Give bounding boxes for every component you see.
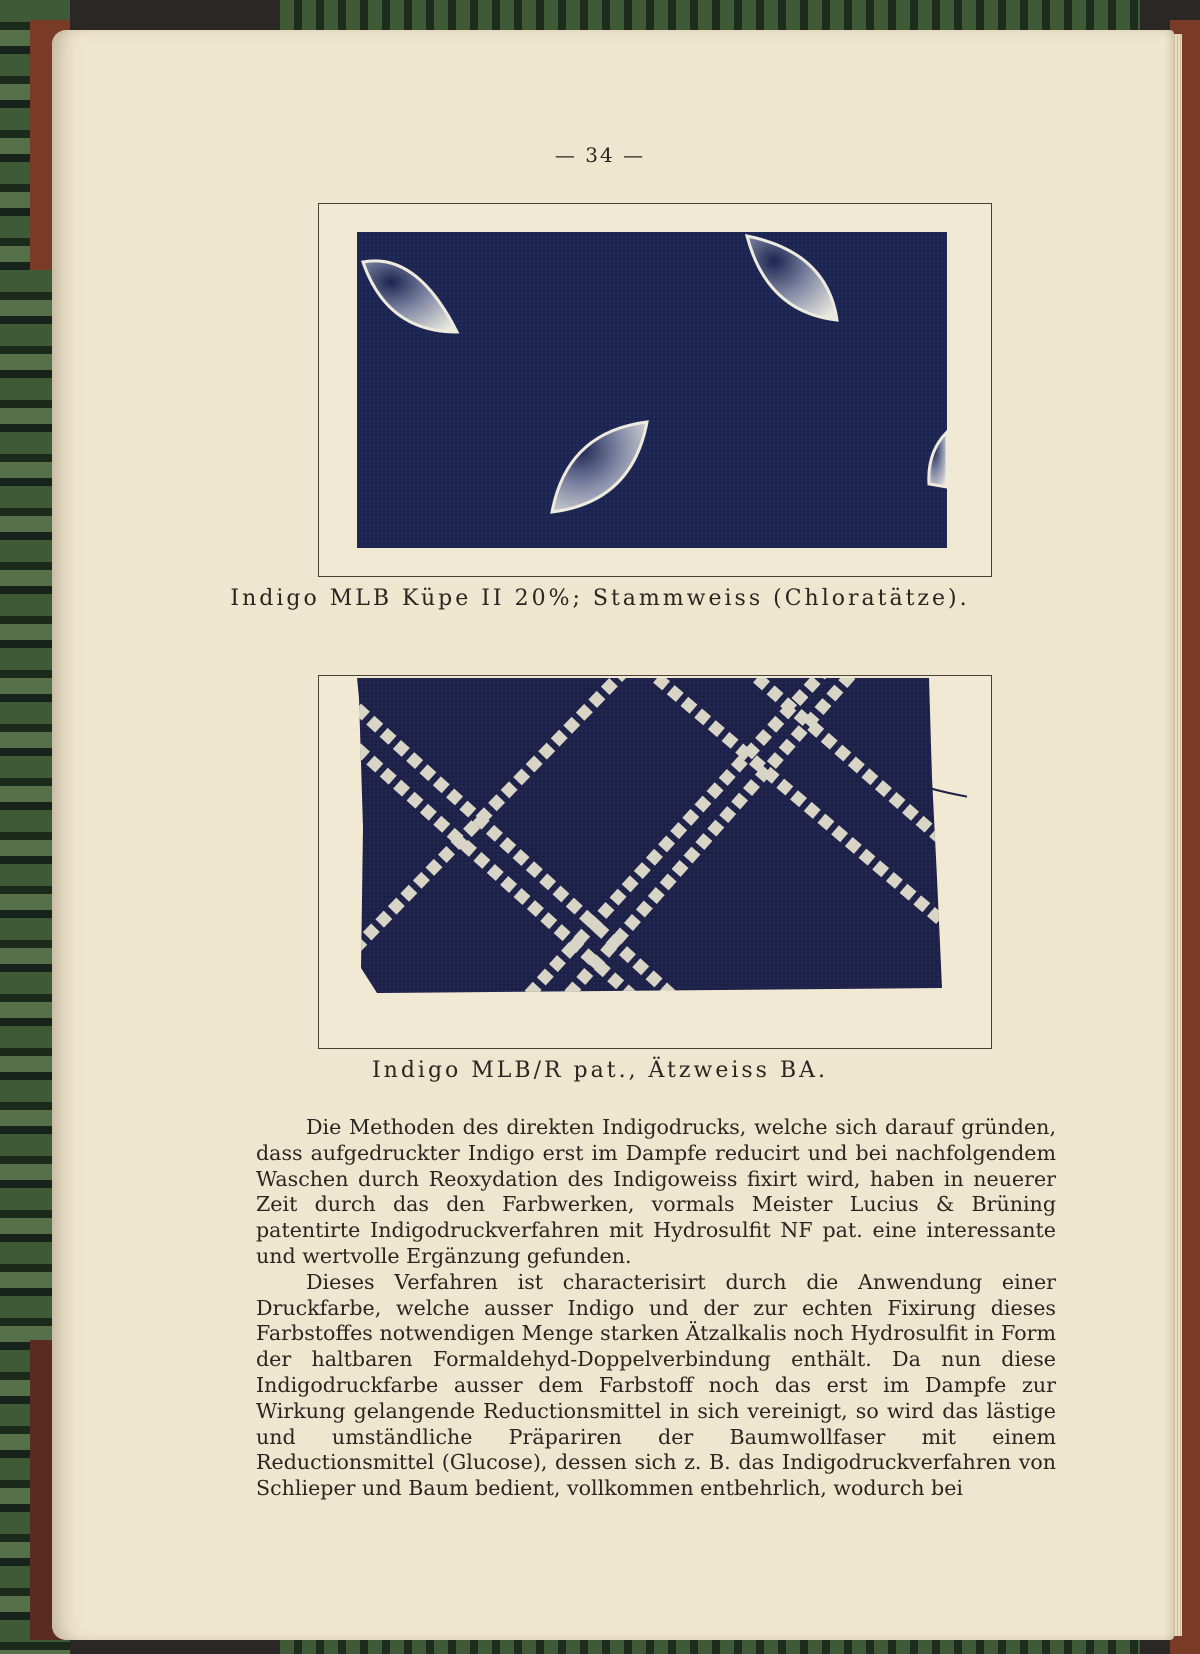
- paragraph: Die Methoden des direkten Indigodrucks, welche sich darauf gründen, dass aufgedruckter Indigo erst im Dampfe reducirt und bei nachfolgendem Waschen durch Reoxydation des Indigoweiss fixirt wird, haben in neuerer Zeit durch das den Farbwerken, vormals Meister Lucius & Brüning patentirte Indigodruckverfahren mit Hydrosulfit NF pat. eine interessante und wertvolle Ergänzung gefunden.: [256, 1115, 1056, 1268]
- plate-1-caption: Indigo MLB Küpe II 20%; Stammweiss (Chloratätze).: [230, 586, 970, 611]
- fabric-sample-leaf-pattern: [357, 232, 947, 548]
- book-cover-top: [280, 0, 1140, 30]
- fabric-sample-plate-2: [318, 675, 992, 1049]
- body-text: [256, 1115, 1056, 1502]
- fabric-sample-plate-1: [318, 203, 992, 577]
- page-number: — 34 —: [554, 143, 646, 167]
- plate-2-caption: Indigo MLB/R pat., Ätzweiss BA.: [371, 1058, 829, 1083]
- paragraph: Dieses Verfahren ist characterisirt durch die Anwendung einer Druckfarbe, welche ausser Indigo und der zur echten Fixirung dieses Farbstoffes notwendigen Menge starken Ätzalkalis noch Hydrosulfit in Form der haltbaren Formaldehyd-Doppelverbindung enthält. Da nun diese Indigodruckfarbe ausser dem Farbstoff noch das erst im Dampfe zur Wirkung gelangende Reductionsmittel in sich vereinigt, so wird das lästige und umständliche Präpariren der Baumwollfaser mit einem Reductionsmittel (Glucose), dessen sich z. B. das Indigodruckverfahren von Schlieper und Baum bedient, vollkommen entbehrlich, wodurch bei: [256, 1269, 1056, 1501]
- fabric-sample-plaid-pattern: [357, 678, 967, 1008]
